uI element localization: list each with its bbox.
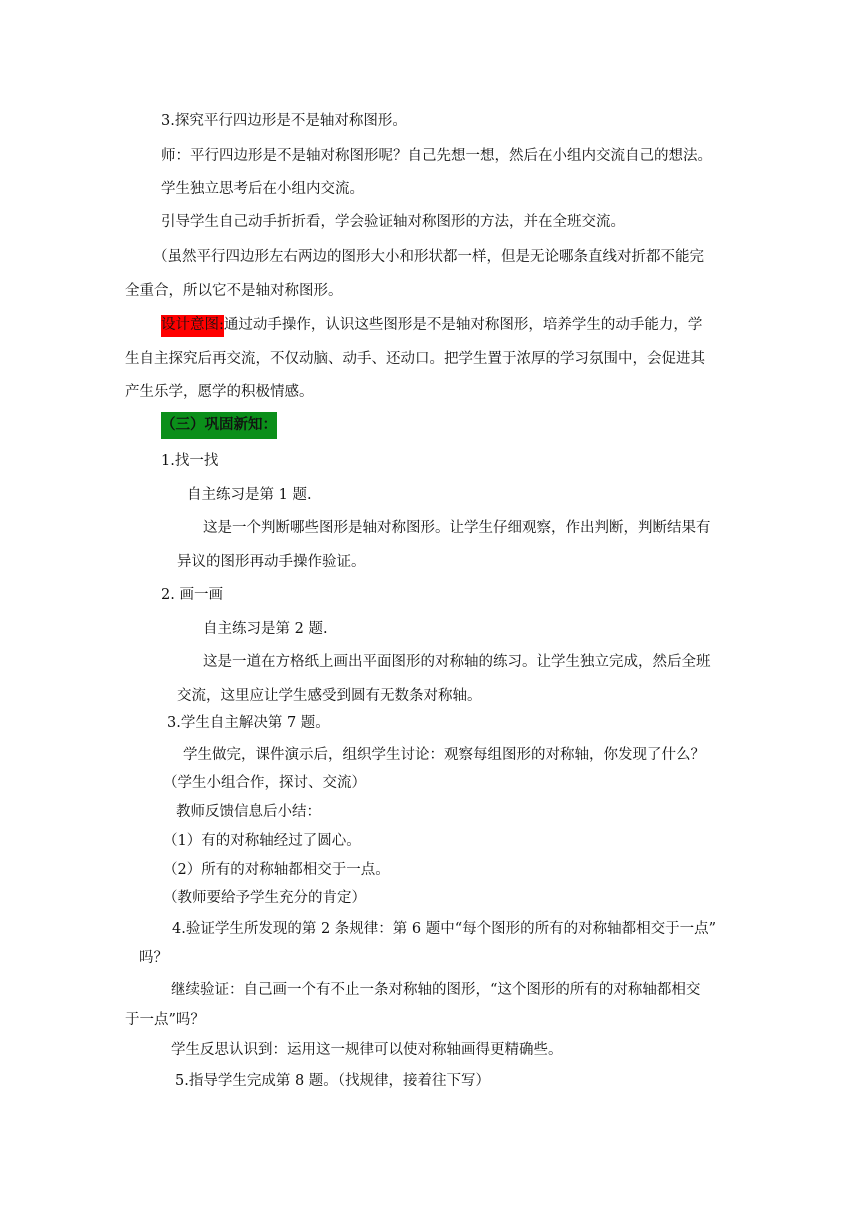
paragraph: 异议的图形再动手操作验证。 xyxy=(177,554,366,570)
paragraph: 继续验证：自己画一个有不止一条对称轴的图形，“这个图形的所有的对称轴都相交 xyxy=(171,982,701,998)
design-intent-line xyxy=(161,315,702,335)
paragraph: 这是一个判断哪些图形是轴对称图形。让学生仔细观察，作出判断，判断结果有 xyxy=(203,520,711,536)
paragraph: 这是一道在方格纸上画出平面图形的对称轴的练习。让学生独立完成，然后全班 xyxy=(203,654,711,670)
paragraph: （2）所有的对称轴都相交于一点。 xyxy=(163,862,390,878)
paragraph: 生自主探究后再交流，不仅动脑、动手、还动口。把学生置于浓厚的学习氛围中，会促进其 xyxy=(125,351,705,367)
list-item: 5.指导学生完成第 8 题。（找规律，接着往下写） xyxy=(175,1073,491,1089)
paragraph: （虽然平行四边形左右两边的图形大小和形状都一样，但是无论哪条直线对折都不能完 xyxy=(153,249,704,265)
list-item: 4.验证学生所发现的第 2 条规律：第 6 题中“每个图形的所有的对称轴都相交于一点” xyxy=(172,921,717,937)
paragraph: 自主练习是第 1 题. xyxy=(187,487,312,503)
paragraph: 学生做完，课件演示后，组织学生讨论：观察每组图形的对称轴，你发现了什么？ xyxy=(183,747,705,763)
section-heading-label: （三）巩固新知： xyxy=(161,412,277,439)
paragraph: 引导学生自己动手折折看，学会验证轴对称图形的方法，并在全班交流。 xyxy=(161,214,625,230)
paragraph: 学生反思认识到：运用这一规律可以使对称轴画得更精确些。 xyxy=(171,1042,563,1058)
list-item: 2. 画一画 xyxy=(161,587,223,603)
paragraph: 产生乐学，愿学的积极情感。 xyxy=(125,384,314,400)
paragraph: 于一点”吗？ xyxy=(125,1012,205,1028)
list-item: 1.找一找 xyxy=(161,453,219,469)
paragraph: 交流，这里应让学生感受到圆有无数条对称轴。 xyxy=(177,688,482,704)
paragraph: 通过动手操作，认识这些图形是不是轴对称图形，培养学生的动手能力，学 xyxy=(223,317,703,333)
paragraph: 吗？ xyxy=(139,950,168,966)
paragraph: 师：平行四边形是不是轴对称图形呢？自己先想一想，然后在小组内交流自己的想法。 xyxy=(161,148,712,164)
paragraph: （学生小组合作，探讨、交流） xyxy=(163,775,366,791)
paragraph: （1）有的对称轴经过了圆心。 xyxy=(163,833,361,849)
paragraph: 学生独立思考后在小组内交流。 xyxy=(161,181,364,197)
paragraph: （教师要给予学生充分的肯定） xyxy=(163,890,366,906)
list-item: 3.学生自主解决第 7 题。 xyxy=(167,715,330,731)
paragraph: 教师反馈信息后小结： xyxy=(176,804,321,820)
paragraph: 全重合，所以它不是轴对称图形。 xyxy=(125,283,343,299)
section-heading xyxy=(161,415,277,435)
paragraph: 3.探究平行四边形是不是轴对称图形。 xyxy=(161,113,407,129)
design-intent-label: 设计意图: xyxy=(161,315,224,337)
paragraph: 自主练习是第 2 题. xyxy=(203,621,328,637)
